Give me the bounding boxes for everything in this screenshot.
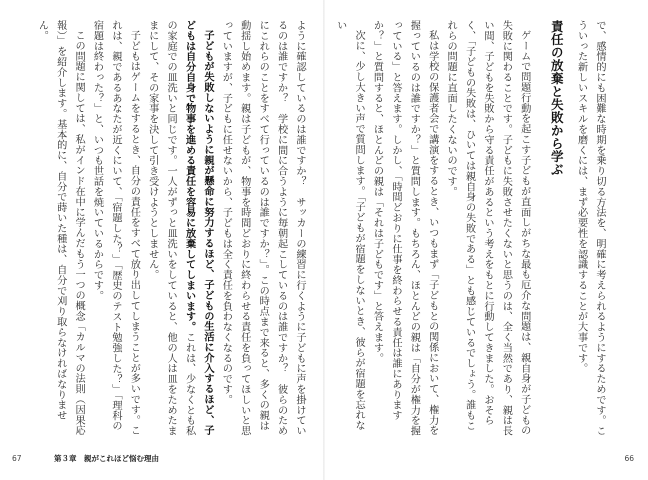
right-page-text xyxy=(334,20,608,436)
left-page-number: 67 xyxy=(12,454,22,463)
page-gutter xyxy=(323,0,325,480)
right-page xyxy=(334,20,608,436)
right-page-number: 66 xyxy=(624,454,634,463)
intro-line-1: で、感情的にも困難な時期を乗り切る方法を、明確に考えられるようにするためです。こ xyxy=(594,20,605,436)
left-page-text xyxy=(36,20,308,436)
left-page xyxy=(36,20,308,436)
chapter-running-head: 第３章 親がこれほど悩む理由 xyxy=(54,454,159,463)
paragraph: 私は学校の保護者会で講演をするとき、いつもまず「子どもとの関係において、権力を握っているのは誰ですか？」と質問します。もちろん、ほとんどの親は「自分が権力を握っている」と答えます。しかし、「時間どおりに仕事を終わらせる責任は誰にありますか？」と質問すると、ほとんどの親は「それは子どもです」と答えます。 xyxy=(371,20,438,436)
section-heading: 責任の放棄と失敗から学ぶ xyxy=(549,20,565,176)
paragraph: ように確認しているのは誰ですか？ サッカーの練習に行くように子どもに声を掛けているのは誰ですか？ 学校に間に合うように毎朝起こしているのは誰ですか？ 彼らのためにこれらのことをすべて行っているのは誰ですか？」。この時点まで来ると、多くの親は動揺し始めます。親は子どもが、物事を時間どおりに終わらせる責任を負ってほしいと思っていますが、子どもに任せないから、子どもは全く責任を負わなくなるのです。 xyxy=(220,20,305,436)
paragraph: 子どもはゲームをするとき、自分の責任をすべて放り出してしまうことが多いです。これは、親であるあなたが近くにいて、「宿題した？」「歴史のテスト勉強した？」「理科の宿題は終わった？」と、いつも世話を焼いているからです。 xyxy=(91,20,140,436)
paragraph: 次に、少し大きい声で質問します。「子どもが宿題をしないとき、彼らが宿題を忘れない xyxy=(334,20,365,431)
body-text: これは、少なくとも私の家庭での皿洗いと同じです。一人がずっと皿洗いをしていると、他の人は皿をためたままにして、その家事を決して引き受けようとしません。 xyxy=(146,20,195,436)
bold-text: 子どもが失敗しないように親が懸命に努力するほど、子どもの生活に介入するほど、子どもは自分自身で物事を進める責任を容易に放棄してしまいます。 xyxy=(183,20,213,436)
paragraph: ゲームで問題行動を起こす子どもが直面しがちな最も厄介な問題は、親自身が子どもの失敗に関わることです。子どもに失敗させたくないと思うのは、全く当然であり、親は長い間、子どもを失敗から守る責任があるという考えをもとに行動してきました。おそらく、「子どもの失敗は、ひいては親自身の失敗である」とも感じているでしょう。誰もこれらの問題に直面したくないのです。 xyxy=(445,20,530,436)
paragraph-emphasis xyxy=(142,20,216,436)
intro-line-2: ういった新しいスキルを磨くには、まず必要性を認識することが大事です。 xyxy=(575,20,587,374)
paragraph: この問題に関しては、私がインド在中に学んだもう一つの概念「カルマの法則（因果応報）」を紹介します。基本的に、自分で蒔いた種は、自分で刈り取らなければなりません。 xyxy=(36,20,85,436)
